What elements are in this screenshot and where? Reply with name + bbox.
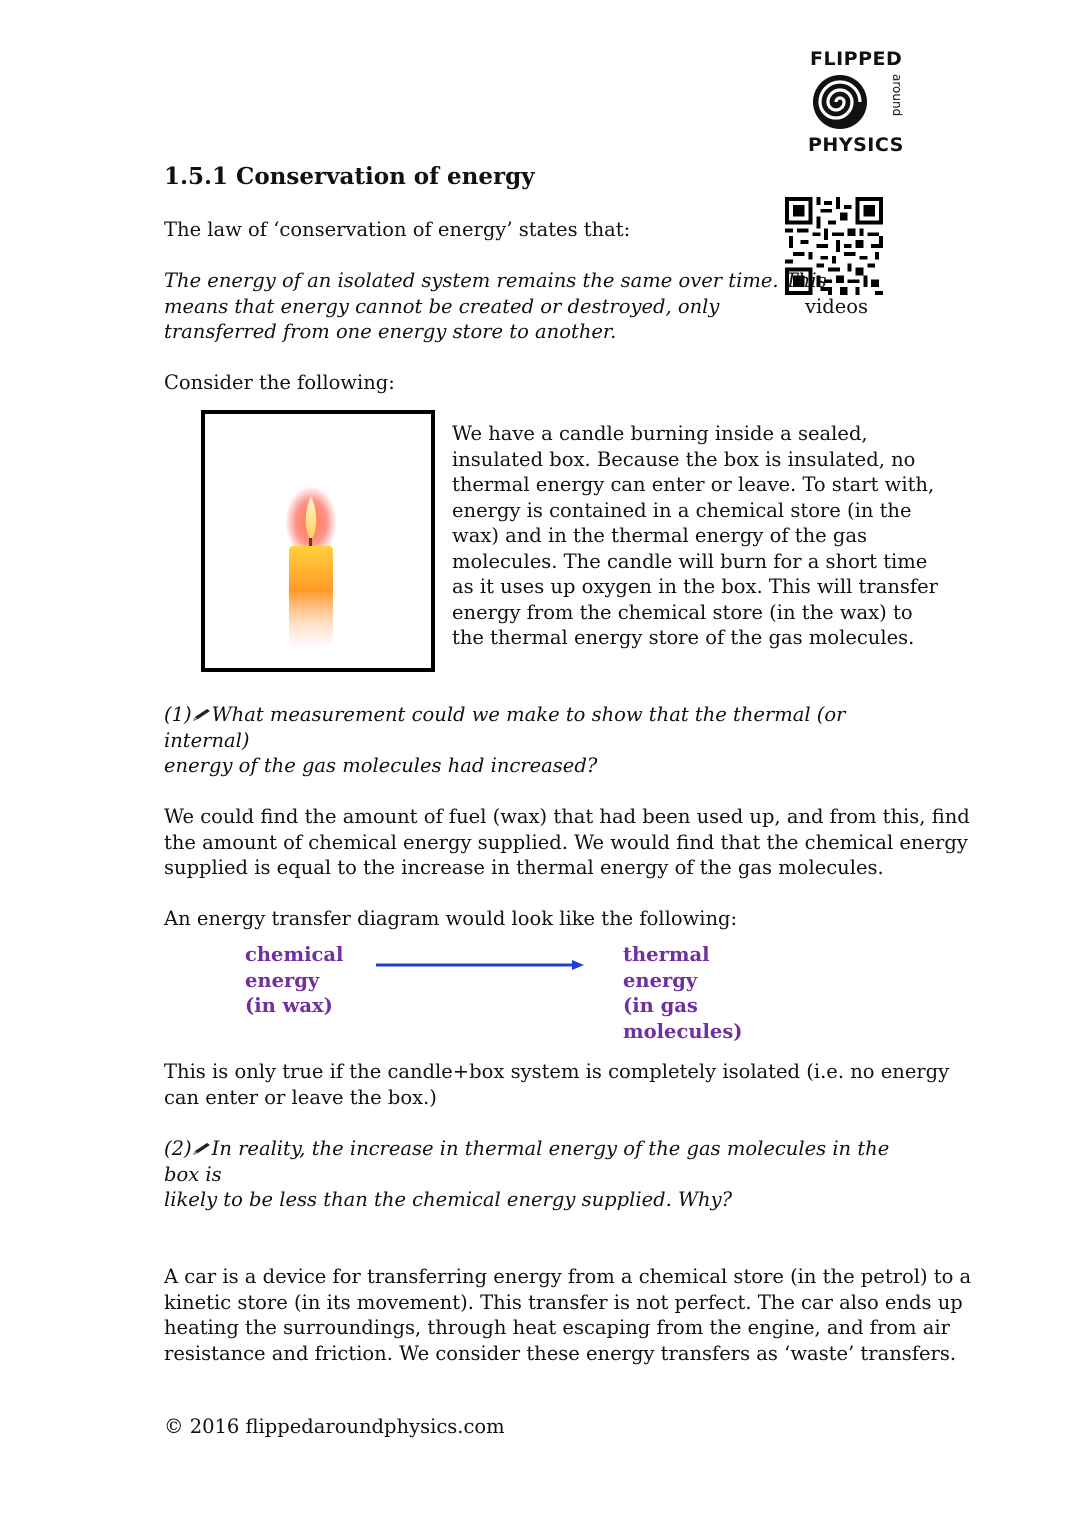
candle-paragraph	[452, 421, 938, 651]
diagram-to-label: thermal energy (in gas molecules)	[623, 943, 743, 1043]
paragraph-line: can enter or leave the box.)	[164, 1085, 437, 1109]
spiral-icon	[810, 72, 870, 132]
question-line: likely to be less than the chemical energy supplied. Why?	[164, 1188, 733, 1211]
footer-copyright: © 2016 flippedaroundphysics.com	[164, 1415, 505, 1438]
pen-icon	[192, 708, 212, 722]
paragraph-line: resistance and friction. We consider these energy transfers as ‘waste’ transfers.	[164, 1341, 957, 1365]
paragraph-line: This is only true if the candle+box system is completely isolated (i.e. no energy	[164, 1060, 950, 1083]
pen-icon	[192, 1142, 212, 1156]
question-number: (2)	[164, 1137, 192, 1160]
paragraph-line: supplied is equal to the increase in thermal energy of the gas molecules.	[164, 856, 884, 879]
paragraph-line: wax) and in the thermal energy of the gas	[452, 524, 867, 547]
paragraph-line: the thermal energy store of the gas molecules.	[452, 626, 915, 649]
isolated-paragraph	[164, 1059, 949, 1110]
paragraph-line: as it uses up oxygen in the box. This will transfer	[452, 575, 938, 598]
car-paragraph	[164, 1264, 971, 1366]
question-number: (1)	[164, 703, 192, 726]
paragraph-line: the amount of chemical energy supplied. We would find that the chemical energy	[164, 830, 968, 854]
question-line: What measurement could we make to show that the thermal (or internal)	[164, 703, 846, 752]
diagram-from-label: chemical energy (in wax)	[245, 943, 344, 1017]
section-title: 1.5.1 Conservation of energy	[164, 163, 535, 190]
paragraph-line: thermal energy can enter or leave. To start with,	[452, 473, 935, 496]
paragraph-line: energy is contained in a chemical store (in the	[452, 498, 912, 522]
answer-paragraph	[164, 804, 970, 881]
logo-top-text: FLIPPED	[810, 48, 903, 70]
intro-text: The law of ‘conservation of energy’ states that:	[164, 218, 631, 241]
qr-caption: videos	[805, 295, 869, 318]
paragraph-line: kinetic store (in its movement). This transfer is not perfect. The car also ends up	[164, 1290, 963, 1314]
law-line: The energy of an isolated system remains the same over time. This	[164, 269, 827, 292]
paragraph-line: insulated box. Because the box is insulated, no	[452, 447, 916, 471]
logo-side-text: around	[890, 74, 904, 117]
law-statement	[164, 268, 827, 345]
candle-icon	[205, 414, 431, 668]
question-line: In reality, the increase in thermal energy of the gas molecules in the box is	[164, 1137, 890, 1186]
logo	[800, 48, 904, 158]
question-line: energy of the gas molecules had increased?	[164, 754, 598, 777]
transfer-arrow	[376, 958, 586, 972]
question-2	[164, 1136, 924, 1213]
candle-image-box	[201, 410, 435, 672]
law-line: means that energy cannot be created or destroyed, only	[164, 294, 720, 318]
diagram-intro: An energy transfer diagram would look like the following:	[164, 907, 738, 930]
paragraph-line: We have a candle burning inside a sealed,	[452, 422, 868, 445]
law-line: transferred from one energy store to another.	[164, 320, 617, 343]
consider-text: Consider the following:	[164, 371, 395, 394]
paragraph-line: energy from the chemical store (in the wax) to	[452, 600, 913, 624]
paragraph-line: We could find the amount of fuel (wax) that had been used up, and from this, find	[164, 805, 970, 828]
paragraph-line: heating the surroundings, through heat escaping from the engine, and from air	[164, 1316, 950, 1339]
paragraph-line: A car is a device for transferring energy from a chemical store (in the petrol) to a	[164, 1265, 972, 1288]
logo-bottom-text: PHYSICS	[808, 134, 904, 156]
question-1	[164, 702, 924, 779]
paragraph-line: molecules. The candle will burn for a short time	[452, 549, 928, 573]
